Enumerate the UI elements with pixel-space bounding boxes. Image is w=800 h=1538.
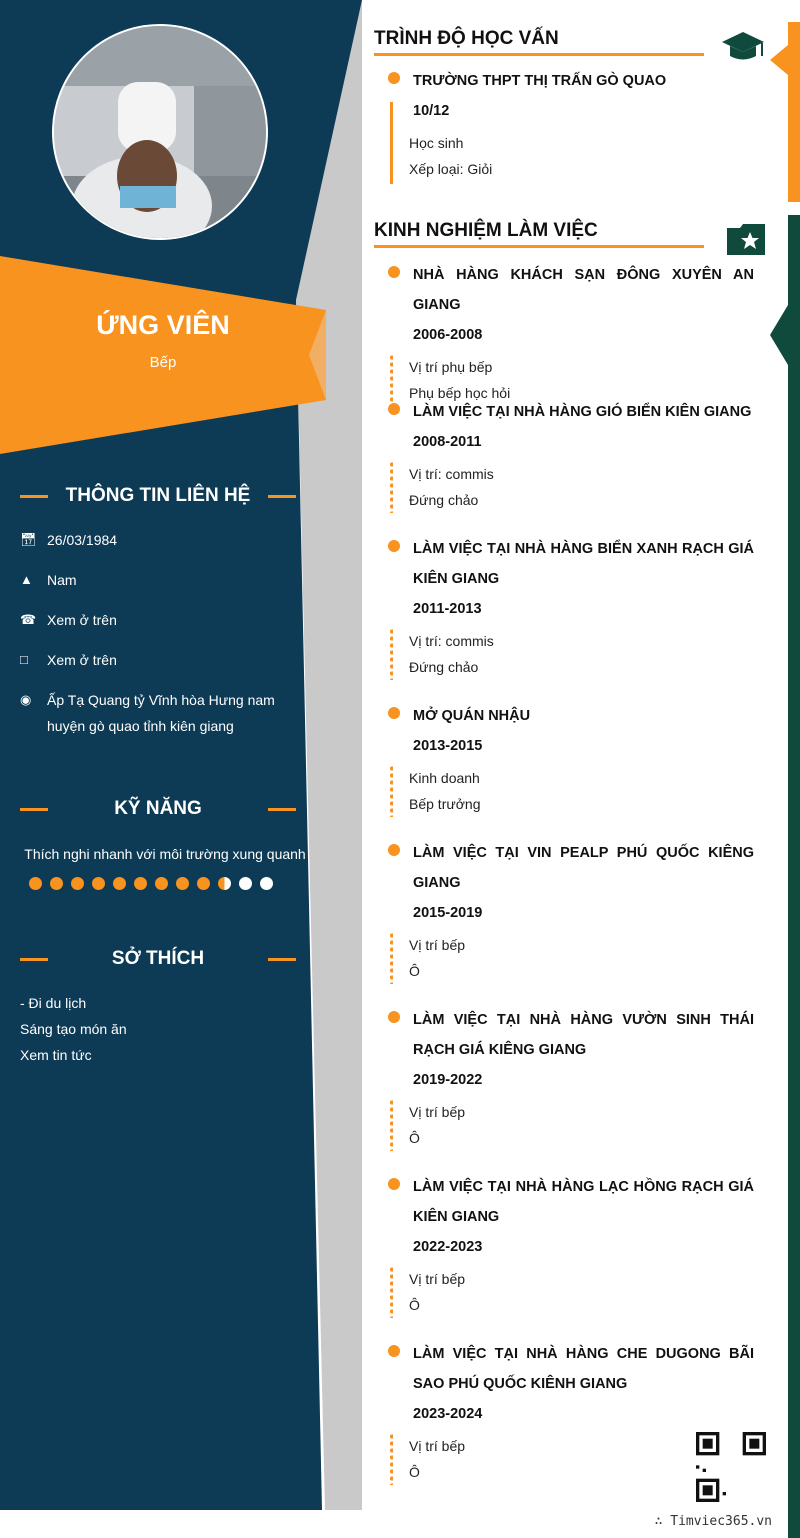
job-details: [409, 1099, 754, 1151]
user-icon: ▲: [20, 572, 33, 587]
hobby-line: Sáng tạo món ăn: [20, 1021, 127, 1037]
job-title: LÀM VIỆC TẠI VIN PEALP PHÚ QUỐC KIÊNG GIANG: [413, 845, 754, 891]
hobby-line: Xem tin tức: [20, 1047, 92, 1063]
experience-item: [374, 1005, 754, 1151]
rating-dot: [260, 877, 273, 890]
education-period: 10/12: [413, 103, 450, 119]
contact-section-heading: [20, 485, 296, 507]
timeline-dotted-line: [390, 1099, 393, 1151]
phone-icon: ☎: [20, 612, 37, 627]
qr-code: [696, 1432, 766, 1502]
brand-text: Timviec365.vn: [670, 1514, 772, 1529]
contact-phone: [20, 612, 310, 633]
detail-line: Xếp loại: Giỏi: [409, 161, 493, 177]
job-title: MỞ QUÁN NHẬU: [413, 708, 531, 724]
detail-line: Vị trí bếp: [409, 1104, 466, 1120]
timeline-bullet: [388, 540, 400, 552]
candidate-name: ỨNG VIÊN: [96, 310, 230, 340]
detail-line: Vị trí: commis: [409, 466, 494, 482]
detail-line: Ô: [409, 1297, 420, 1313]
calendar-icon: 📅︎: [20, 532, 37, 547]
chef-photo: [54, 26, 268, 240]
location-icon: ◉: [20, 692, 32, 707]
detail-line: Học sinh: [409, 135, 464, 151]
contact-text: Xem ở trên: [47, 612, 117, 628]
heading-dash: [20, 808, 48, 811]
contact-text: 26/03/1984: [47, 532, 118, 548]
contact-birthday: [20, 532, 310, 553]
rating-dot: [176, 877, 189, 890]
contact-address: [20, 692, 310, 739]
job-details: [409, 461, 754, 513]
rating-dot: [239, 877, 252, 890]
skill-rating: [29, 877, 273, 890]
job-title: LÀM VIỆC TẠI NHÀ HÀNG BIỂN XANH RẠCH GIÁ KIÊN GIANG: [413, 541, 754, 587]
right-edge-decor: [764, 0, 800, 1538]
detail-line: Ô: [409, 1130, 420, 1146]
job-period: 2015-2019: [413, 905, 483, 921]
job-details: [409, 765, 754, 817]
timeline-dotted-line: [390, 765, 393, 817]
rating-dot: [71, 877, 84, 890]
timeline-bullet: [388, 1178, 400, 1190]
timeline-bullet: [388, 1345, 400, 1357]
contact-text: Ấp Tạ Quang tỷ Vĩnh hòa Hưng nam huyện gò quao tỉnh kiên giang: [47, 692, 275, 734]
rating-dot: [155, 877, 168, 890]
contact-email: [20, 652, 310, 673]
avatar: [52, 24, 268, 240]
folder-star-icon: [726, 222, 766, 256]
timeline-bullet: [388, 72, 400, 84]
timeline-dotted-line: [390, 628, 393, 680]
timeline-dotted-line: [390, 461, 393, 513]
timeline-bullet: [388, 266, 400, 278]
detail-line: Vị trí: commis: [409, 633, 494, 649]
detail-line: Vị trí bếp: [409, 937, 466, 953]
job-period: 2023-2024: [413, 1406, 483, 1422]
heading-dash: [20, 958, 48, 961]
job-details: [409, 932, 754, 984]
detail-line: Đứng chảo: [409, 659, 479, 675]
job-title: LÀM VIỆC TẠI NHÀ HÀNG VƯỜN SINH THÁI RẠCH GIÁ KIÊNG GIANG: [413, 1012, 754, 1058]
job-period: 2006-2008: [413, 327, 483, 343]
timeline-bullet: [388, 403, 400, 415]
detail-line: Ô: [409, 1464, 420, 1480]
experience-item: [374, 1172, 754, 1318]
rating-dot: [29, 877, 42, 890]
footer-brand: ∴ Timviec365.vn: [654, 1514, 772, 1529]
detail-line: Đứng chảo: [409, 492, 479, 508]
timeline-dotted-line: [390, 1433, 393, 1485]
timeline-bullet: [388, 1011, 400, 1023]
contact-title: THÔNG TIN LIÊN HỆ: [65, 485, 251, 506]
heading-dash: [268, 958, 296, 961]
email-icon: □: [20, 652, 28, 667]
job-period: 2013-2015: [413, 738, 483, 754]
timeline-line: [390, 102, 393, 184]
experience-item: [374, 534, 754, 680]
job-title: NHÀ HÀNG KHÁCH SẠN ĐÔNG XUYÊN AN GIANG: [413, 267, 754, 313]
experience-item: [374, 701, 754, 817]
rating-dot: [113, 877, 126, 890]
job-title: LÀM VIỆC TẠI NHÀ HÀNG CHE DUGONG BÃI SAO PHÚ QUỐC KIÊNH GIANG: [413, 1346, 754, 1392]
job-title: LÀM VIỆC TẠI NHÀ HÀNG LẠC HỒNG RẠCH GIÁ KIÊN GIANG: [413, 1179, 754, 1225]
qr-code-image: [696, 1432, 766, 1502]
candidate-role: Bếp: [149, 354, 177, 371]
experience-heading: KINH NGHIỆM LÀM VIỆC: [374, 220, 704, 248]
timeline-bullet: [388, 707, 400, 719]
school-name: TRƯỜNG THPT THỊ TRẤN GÒ QUAO: [413, 73, 667, 89]
detail-line: Vị trí bếp: [409, 1271, 466, 1287]
hobbies-title: SỞ THÍCH: [111, 948, 205, 969]
hobbies-section-heading: [20, 948, 296, 970]
timeline-bullet: [388, 844, 400, 856]
heading-dash: [268, 808, 296, 811]
hobbies-list: [20, 990, 127, 1068]
detail-line: Kinh doanh: [409, 770, 480, 786]
job-period: 2011-2013: [413, 601, 482, 617]
skills-title: KỸ NĂNG: [114, 798, 202, 819]
education-item: [374, 66, 754, 182]
experience-item: [374, 397, 754, 513]
skills-section-heading: [20, 798, 296, 820]
education-details: [409, 130, 754, 182]
job-period: 2022-2023: [413, 1239, 483, 1255]
skill-name: Thích nghi nhanh với môi trường xung quanh: [24, 846, 306, 862]
detail-line: Ô: [409, 963, 420, 979]
heading-dash: [268, 495, 296, 498]
rating-dot: [92, 877, 105, 890]
contact-text: Nam: [47, 572, 77, 588]
job-period: 2008-2011: [413, 434, 482, 450]
graduation-cap-icon: [720, 30, 766, 64]
hobby-line: - Đi du lịch: [20, 995, 87, 1011]
rating-dot: [197, 877, 210, 890]
rating-dot: [218, 877, 231, 890]
job-period: 2019-2022: [413, 1072, 483, 1088]
timeline-dotted-line: [390, 932, 393, 984]
timeline-dotted-line: [390, 1266, 393, 1318]
contact-text: Xem ở trên: [47, 652, 117, 668]
detail-line: Bếp trưởng: [409, 796, 481, 812]
heading-dash: [20, 495, 48, 498]
rating-dot: [50, 877, 63, 890]
job-title: LÀM VIỆC TẠI NHÀ HÀNG GIÓ BIỂN KIÊN GIANG: [413, 404, 752, 420]
contact-gender: [20, 572, 310, 593]
detail-line: Phụ bếp học hỏi: [409, 385, 511, 401]
experience-item: [374, 838, 754, 984]
experience-item: [374, 260, 754, 406]
job-details: [409, 628, 754, 680]
detail-line: Vị trí phụ bếp: [409, 359, 493, 375]
job-details: [409, 1266, 754, 1318]
education-heading: TRÌNH ĐỘ HỌC VẤN: [374, 28, 704, 56]
detail-line: Vị trí bếp: [409, 1438, 466, 1454]
sidebar: [0, 0, 370, 1538]
rating-dot: [134, 877, 147, 890]
